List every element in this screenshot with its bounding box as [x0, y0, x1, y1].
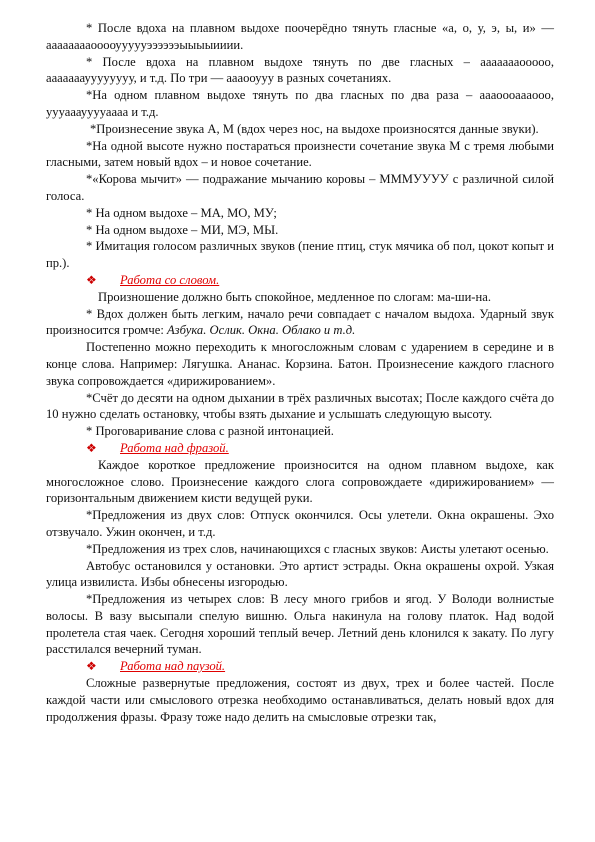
paragraph-two-vowels: * После вдоха на плавном выдохе тянуть по две гласных – аааааааооооо, ааааааауууууууу, и т.д. По три — аааооууу в разных сочетаниях.	[46, 54, 554, 86]
paragraph-intonation: * Проговаривание слова с разной интонацией.	[86, 424, 334, 439]
paragraph-two-word-sentences: *Предложения из двух слов: Отпуск окончился. Осы улетели. Окна окрашены. Эхо отзвучало. Ужин окончен, и т.д.	[46, 508, 554, 539]
heading-text: Работа над паузой.	[120, 659, 226, 674]
paragraph-counting: *Счёт до десяти на одном дыхании в трёх различных высотах; После каждого счёта до 10 нужно сделать остановку, чтобы взять дыхание и услышать следующую высоту.	[46, 390, 554, 422]
paragraph-calm-pronunciation: Произношение должно быть спокойное, медленное по слогам: ма-ши-на.	[98, 289, 491, 304]
heading-text: Работа над фразой.	[120, 440, 229, 455]
paragraph-cow-moo: *«Корова мычит» — подражание мычанию коровы – МММУУУУ с различной силой голоса.	[46, 172, 554, 203]
paragraph-two-vowels-twice: *На одном плавном выдохе тянуть по два гласных по два раза – аааоооаааооо, уууаааууууаааа и т.д.	[46, 88, 554, 119]
diamond-bullet-icon: ❖	[86, 440, 97, 455]
diamond-bullet-icon: ❖	[86, 272, 97, 287]
paragraph-imitation: * Имитация голосом различных звуков (пение птиц, стук мячика об пол, цокот копыт и пр.).	[46, 239, 554, 271]
diamond-bullet-icon: ❖	[86, 659, 97, 674]
paragraph-multisyllable: Постепенно можно переходить к многосложным словам с ударением в середине и в конце слова. Например: Лягушка. Ананас. Корзина. Батон. Произнесение каждого гласного звука сопровождается «дирижированием».	[46, 340, 554, 388]
example-words: Азбука. Ослик. Окна. Облако и т.д.	[166, 323, 356, 338]
paragraph-light-inhale-text: * Вдох должен быть легким, начало речи совпадает с началом выдоха. Ударный звук произносится громче:	[46, 306, 554, 338]
document-page	[46, 20, 554, 725]
paragraph-one-pitch: *На одной высоте нужно постараться произнести сочетание звука М с тремя любыми гласными, затем новый вдох – и новое сочетание.	[46, 138, 554, 170]
section-heading-word	[46, 272, 554, 289]
paragraph-bus-sentences: Автобус остановился у остановки. Это артист эстрады. Окна окрашены охрой. Узкая улица извилиста. Избы обнесены изгородью.	[46, 558, 554, 590]
paragraph-three-word-sentences: *Предложения из трех слов, начинающихся с гласных звуков: Аисты улетают осенью.	[86, 541, 549, 556]
paragraph-light-inhale	[46, 306, 554, 340]
paragraph-vowels-sequence: * После вдоха на плавном выдохе поочерёдно тянуть гласные «а, о, у, э, ы, и» — ааааааааооооуууууээээээыыыыииии.	[46, 21, 554, 52]
paragraph-complex-sentences: Сложные развернутые предложения, состоят из двух, трех и более частей. После каждой части или смыслового отрезка необходимо останавливаться, делать новый вдох для продолжения фразы. Фразу тоже надо делить на смысловые отрезки так,	[46, 676, 554, 724]
paragraph-sound-a-m: *Произнесение звука А, М (вдох через нос, на выдохе произносятся данные звуки).	[90, 121, 539, 136]
paragraph-short-sentence: Каждое короткое предложение произносится на одном плавном выдохе, как многосложное слово. Произнесение каждого слога сопровождаете «дирижированием» — горизонтальным движением кисти ведущей руки.	[46, 457, 554, 506]
section-heading-pause	[46, 658, 554, 675]
heading-text: Работа со словом.	[120, 272, 220, 287]
paragraph-mi-me-my: * На одном выдохе – МИ, МЭ, МЫ.	[86, 222, 279, 237]
section-heading-phrase	[46, 440, 554, 457]
paragraph-ma-mo-mu: * На одном выдохе – МА, МО, МУ;	[86, 205, 277, 220]
paragraph-four-word-sentences: *Предложения из четырех слов: В лесу много грибов и ягод. У Володи волнистые волосы. В вазу высыпали спелую вишню. Ольга накинула на голову платок. Над водой пролетела стая чаек. Сегодня хороший теплый вечер. Летний день клонился к закату. По лугу расстилался вечерний туман.	[46, 592, 554, 657]
